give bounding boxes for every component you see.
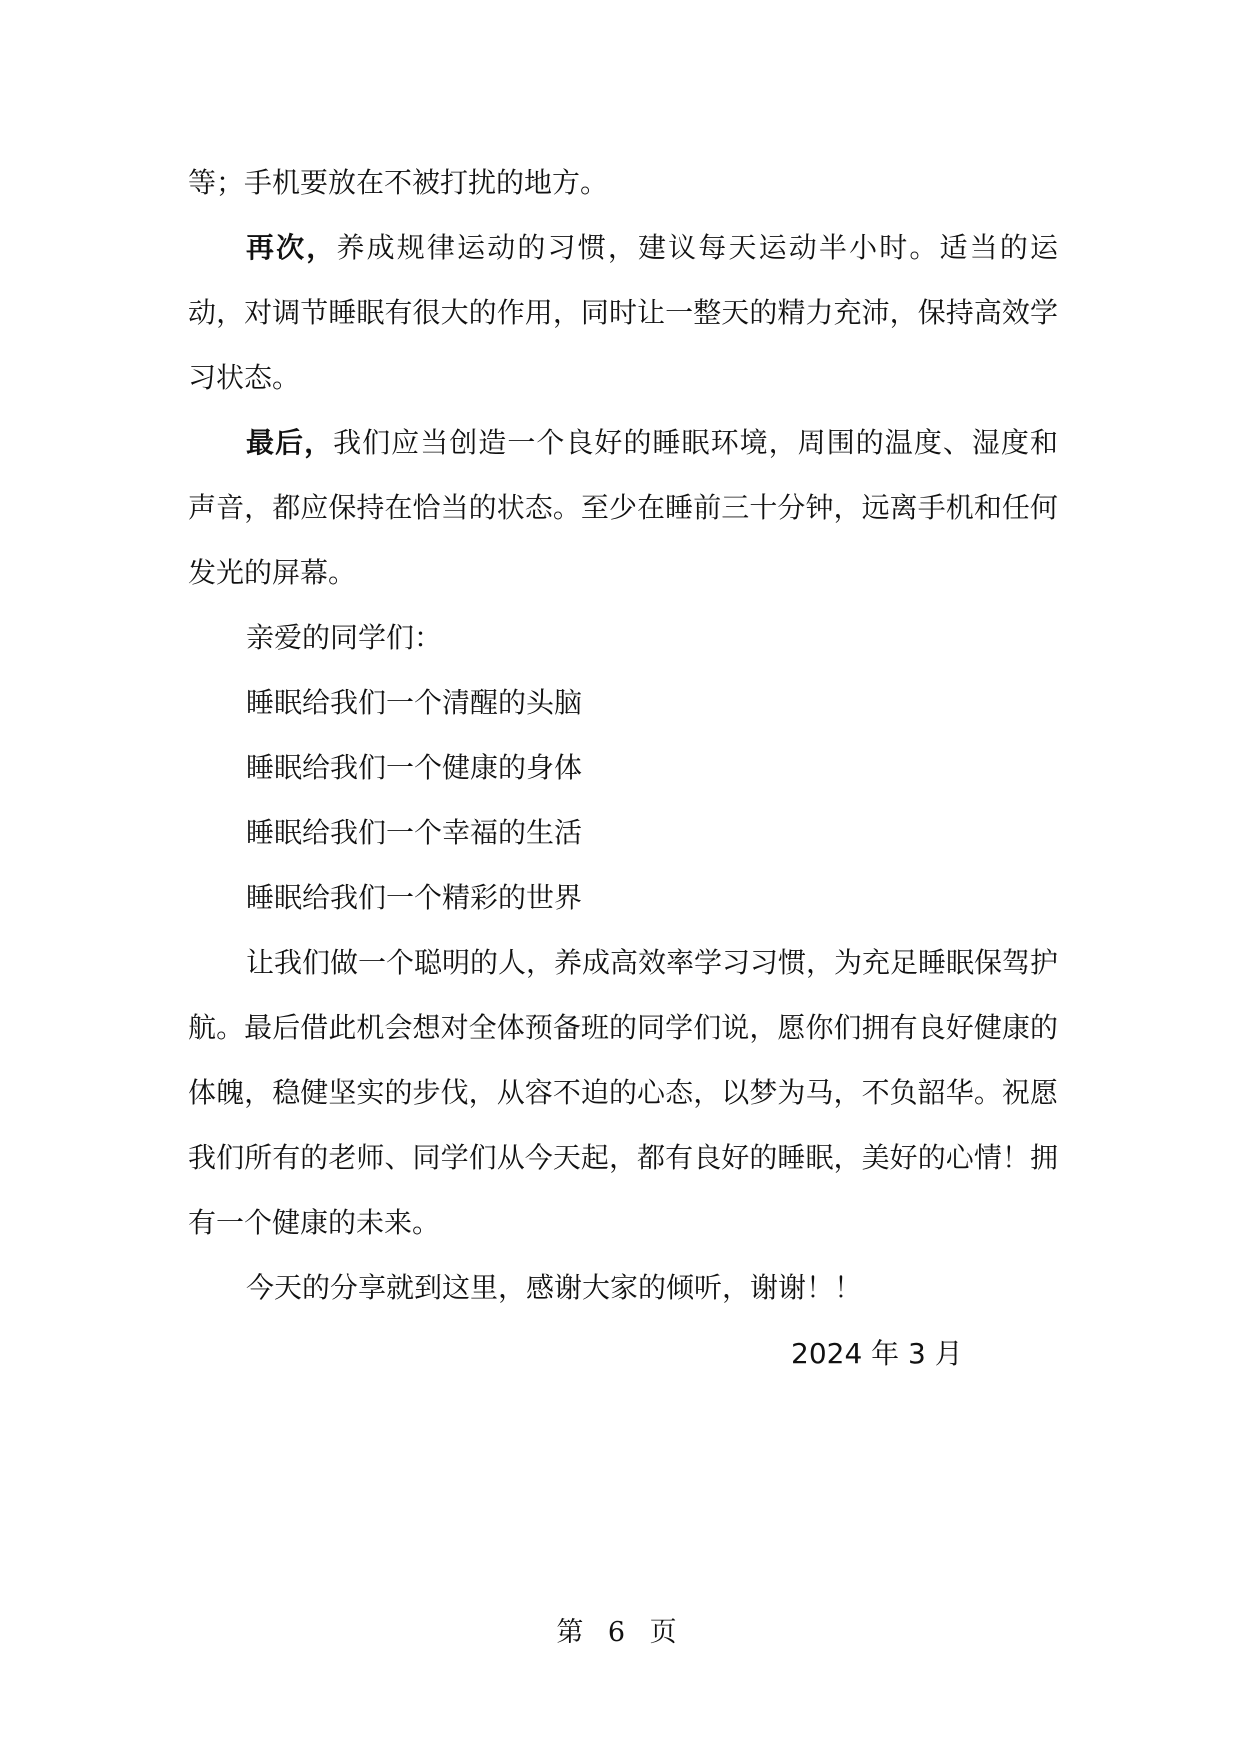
- paragraph-2: [188, 215, 1058, 410]
- paragraph-text: 今天的分享就到这里，感谢大家的倾听，谢谢！！: [246, 1271, 863, 1304]
- paragraph-text: 等；手机要放在不被打扰的地方。: [188, 166, 609, 199]
- paragraph-text: 让我们做一个聪明的人，养成高效率学习习惯，为充足睡眠保驾护航。最后借此机会想对全体预备班的同学们说，愿你们拥有良好健康的体魄，稳健坚实的步伐，从容不迫的心态，以梦为马，不负韶华。祝愿我们所有的老师、同学们从今天起，都有良好的睡眠，美好的心情！拥有一个健康的未来。: [188, 946, 1059, 1239]
- paragraph-text: 睡眠给我们一个健康的身体: [246, 751, 583, 784]
- verse-line-1: [188, 670, 1058, 735]
- page-number: 第 6 页: [556, 1617, 685, 1648]
- verse-line-2: [188, 735, 1058, 800]
- paragraph-1: [188, 150, 1058, 215]
- paragraph-lead: 再次，: [246, 231, 337, 264]
- paragraph-text: 睡眠给我们一个幸福的生活: [246, 816, 583, 849]
- paragraph-closing-wishes: [188, 930, 1058, 1255]
- verse-line-3: [188, 800, 1058, 865]
- paragraph-lead: 最后，: [246, 426, 334, 459]
- paragraph-3: [188, 410, 1058, 605]
- paragraph-text: 亲爱的同学们：: [246, 621, 443, 654]
- document-date: 2024 年 3 月: [791, 1337, 963, 1370]
- salutation: [188, 605, 1058, 670]
- paragraph-thanks: [188, 1255, 1058, 1320]
- paragraph-text: 睡眠给我们一个清醒的头脑: [246, 686, 583, 719]
- document-body: [188, 150, 1058, 1320]
- verse-line-4: [188, 865, 1058, 930]
- paragraph-text: 养成规律运动的习惯，建议每天运动半小时。适当的运动，对调节睡眠有很大的作用，同时让一整天的精力充沛，保持高效学习状态。: [188, 231, 1058, 394]
- paragraph-text: 我们应当创造一个良好的睡眠环境，周围的温度、湿度和声音，都应保持在恰当的状态。至少在睡前三十分钟，远离手机和任何发光的屏幕。: [188, 426, 1058, 589]
- paragraph-text: 睡眠给我们一个精彩的世界: [246, 881, 583, 914]
